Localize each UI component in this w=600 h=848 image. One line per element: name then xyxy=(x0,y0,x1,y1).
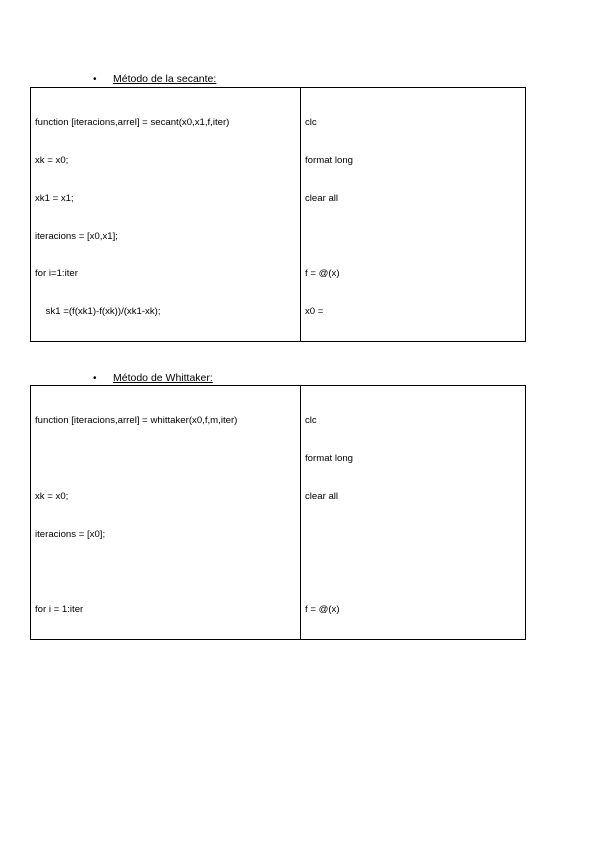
code-line: clc xyxy=(305,117,317,129)
code-line: xk1 = x1; xyxy=(35,192,74,204)
code-line: xk = x0; xyxy=(35,154,69,166)
code-table-whittaker xyxy=(30,385,526,640)
code-line: clear all xyxy=(305,490,339,502)
function-code-cell xyxy=(31,88,301,341)
code-line: for i=1:iter xyxy=(35,268,78,280)
code-table-secant xyxy=(30,87,526,342)
code-line: for i = 1:iter xyxy=(35,604,84,616)
bullet-icon: • xyxy=(93,74,97,85)
function-code-cell xyxy=(31,386,301,639)
section-heading-whittaker xyxy=(93,372,213,385)
code-line: xk = x0; xyxy=(35,490,69,502)
section-heading-secant xyxy=(93,73,216,86)
code-line: format long xyxy=(305,154,353,166)
code-line: function [iteracions,arrel] = secant(x0,x1,f,iter) xyxy=(35,117,230,129)
section-title: Método de la secante: xyxy=(113,73,217,85)
code-line: format long xyxy=(305,452,353,464)
code-line: function [iteracions,arrel] = whittaker(x0,f,m,iter) xyxy=(35,415,238,427)
script-code-cell xyxy=(301,88,525,341)
code-line xyxy=(305,566,521,579)
script-code-cell xyxy=(301,386,525,639)
bullet-icon: • xyxy=(93,373,97,384)
code-line: f = @(x) xyxy=(305,604,340,616)
section-title: Método de Whittaker: xyxy=(113,372,213,384)
code-line: sk1 =(f(xk1)-f(xk))/(xk1-xk); xyxy=(35,306,161,318)
code-line xyxy=(35,453,296,466)
code-line: iteracions = [x0,x1]; xyxy=(35,230,118,242)
code-line xyxy=(305,529,521,542)
code-line: iteracions = [x0]; xyxy=(35,528,106,540)
code-line xyxy=(305,231,521,244)
code-line: clc xyxy=(305,415,317,427)
code-line: f = @(x) xyxy=(305,268,340,280)
code-line: x0 = xyxy=(305,306,324,318)
code-line xyxy=(35,566,296,579)
code-line: clear all xyxy=(305,192,339,204)
